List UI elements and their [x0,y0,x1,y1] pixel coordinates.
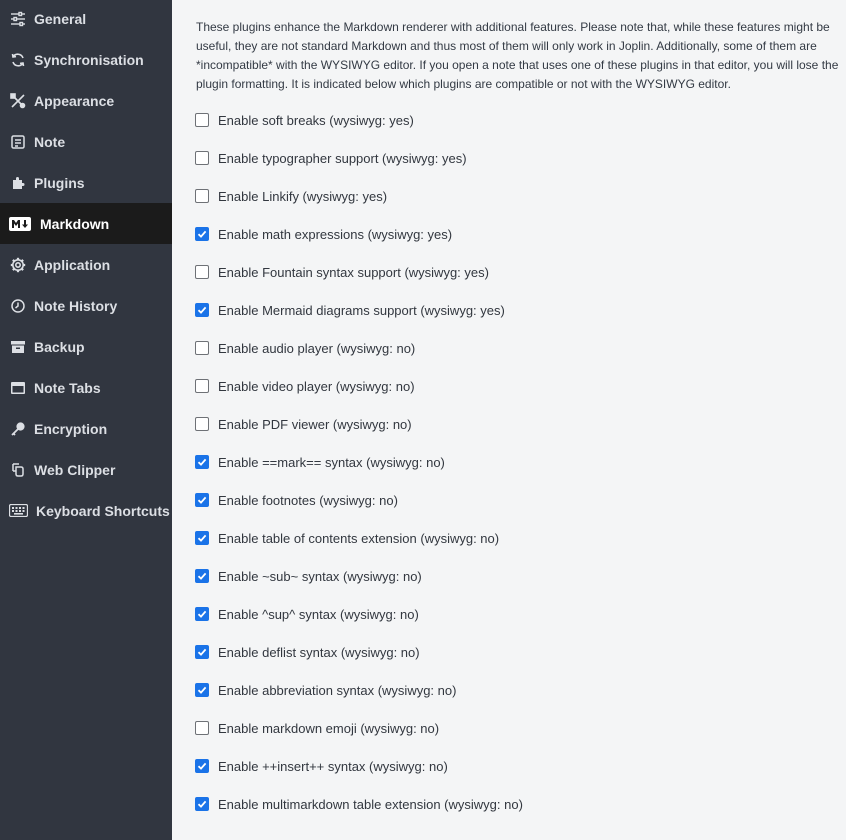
sidebar-item-label: Note [34,133,66,150]
sidebar-item-synchronisation[interactable] [0,39,172,80]
plugin-option-label: Enable video player (wysiwyg: no) [218,378,415,394]
plugin-option-label: Enable Linkify (wysiwyg: yes) [218,188,388,204]
sidebar-item-label: Keyboard Shortcuts [36,502,170,519]
plugin-option[interactable] [195,642,420,662]
sidebar-item-encryption[interactable] [0,408,172,449]
plugin-option-label: Enable table of contents extension (wysiwyg: no) [218,530,500,546]
markdown-icon [9,215,31,233]
checkbox-checked[interactable] [195,569,209,583]
plugin-option[interactable] [195,300,505,320]
sidebar-item-plugins[interactable] [0,162,172,203]
plugin-option[interactable] [195,566,422,586]
plugin-option[interactable] [195,528,499,548]
sidebar-item-general[interactable] [0,0,172,39]
plugin-option-label: Enable Fountain syntax support (wysiwyg: yes) [218,264,489,280]
checkbox-checked[interactable] [195,797,209,811]
checkbox-checked[interactable] [195,645,209,659]
sidebar-item-label: General [34,10,87,27]
sidebar-item-backup[interactable] [0,326,172,367]
sidebar-item-label: Appearance [34,92,115,109]
plugin-option-label: Enable soft breaks (wysiwyg: yes) [218,112,414,128]
plugin-option-label: Enable ~sub~ syntax (wysiwyg: no) [218,568,422,584]
keyboard-icon [9,502,28,520]
plugin-option-label: Enable footnotes (wysiwyg: no) [218,492,398,508]
plugin-option-label: Enable abbreviation syntax (wysiwyg: no) [218,682,457,698]
gear-icon [9,256,27,274]
plugins-description: These plugins enhance the Markdown renderer with additional features. Please note that, while these features might be useful, they are not standard Markdown and thus most of them will only work in Joplin. Additionally, some of them are *incompatible* with the WYSIWYG editor. If you open a note that uses one of these plugins in that editor, you will lose the plugin formatting. It is indicated below which plugins are compatible or not with the WYSIWYG editor. [196,20,839,91]
checkbox-checked[interactable] [195,607,209,621]
checkbox-unchecked[interactable] [195,113,209,127]
sidebar-item-label: Web Clipper [34,461,116,478]
sidebar-item-appearance[interactable] [0,80,172,121]
plugin-option[interactable] [195,756,448,776]
checkbox-unchecked[interactable] [195,189,209,203]
paint-tools-icon [9,92,27,110]
checkbox-unchecked[interactable] [195,417,209,431]
checkbox-unchecked[interactable] [195,379,209,393]
plugin-option-label: Enable ==mark== syntax (wysiwyg: no) [218,454,445,470]
checkbox-checked[interactable] [195,303,209,317]
plugin-option[interactable] [195,452,445,472]
plugin-option-label: Enable math expressions (wysiwyg: yes) [218,226,453,242]
checkbox-unchecked[interactable] [195,151,209,165]
checkbox-unchecked[interactable] [195,265,209,279]
checkbox-unchecked[interactable] [195,721,209,735]
history-icon [9,297,27,315]
sidebar-item-application[interactable] [0,244,172,285]
checkbox-checked[interactable] [195,493,209,507]
plugin-option[interactable] [195,262,489,282]
sidebar-item-label: Markdown [40,215,110,232]
sidebar-item-label: Note Tabs [34,379,101,396]
plugin-option[interactable] [195,490,398,510]
key-icon [9,420,27,438]
plugin-option[interactable] [195,338,415,358]
checkbox-checked[interactable] [195,531,209,545]
plugin-option[interactable] [195,604,419,624]
checkbox-checked[interactable] [195,759,209,773]
sidebar-item-keyboard-shortcuts[interactable] [0,490,172,531]
sidebar-item-note-tabs[interactable] [0,367,172,408]
sidebar-item-label: Plugins [34,174,85,191]
puzzle-icon [9,174,27,192]
sliders-icon [9,10,27,28]
clipper-icon [9,461,27,479]
plugin-option-label: Enable deflist syntax (wysiwyg: no) [218,644,420,660]
plugin-option-label: Enable Mermaid diagrams support (wysiwyg: yes) [218,302,505,318]
settings-sidebar [0,0,172,840]
sidebar-item-web-clipper[interactable] [0,449,172,490]
sidebar-item-markdown[interactable] [0,203,172,244]
plugin-option[interactable] [195,148,467,168]
plugin-option[interactable] [195,718,439,738]
plugin-option-label: Enable ++insert++ syntax (wysiwyg: no) [218,758,448,774]
sync-icon [9,51,27,69]
checkbox-checked[interactable] [195,683,209,697]
plugin-option-label: Enable markdown emoji (wysiwyg: no) [218,720,440,736]
plugin-option[interactable] [195,680,456,700]
plugin-option-label: Enable ^sup^ syntax (wysiwyg: no) [218,606,419,622]
note-icon [9,133,27,151]
checkbox-unchecked[interactable] [195,341,209,355]
tabs-icon [9,379,27,397]
sidebar-item-label: Synchronisation [34,51,144,68]
sidebar-item-label: Note History [34,297,118,314]
plugin-option[interactable] [195,110,414,130]
sidebar-item-note[interactable] [0,121,172,162]
sidebar-item-label: Application [34,256,111,273]
sidebar-item-label: Encryption [34,420,108,437]
plugin-option[interactable] [195,376,415,396]
plugin-option-label: Enable PDF viewer (wysiwyg: no) [218,416,412,432]
plugin-option[interactable] [195,794,523,814]
plugin-option[interactable] [195,224,452,244]
plugin-option[interactable] [195,186,387,206]
plugin-option-label: Enable typographer support (wysiwyg: yes) [218,150,467,166]
plugin-option-label: Enable audio player (wysiwyg: no) [218,340,416,356]
checkbox-checked[interactable] [195,227,209,241]
sidebar-item-note-history[interactable] [0,285,172,326]
plugin-option-label: Enable multimarkdown table extension (wysiwyg: no) [218,796,523,812]
sidebar-item-label: Backup [34,338,85,355]
plugin-option[interactable] [195,414,412,434]
markdown-settings-panel [172,0,846,840]
archive-icon [9,338,27,356]
checkbox-checked[interactable] [195,455,209,469]
